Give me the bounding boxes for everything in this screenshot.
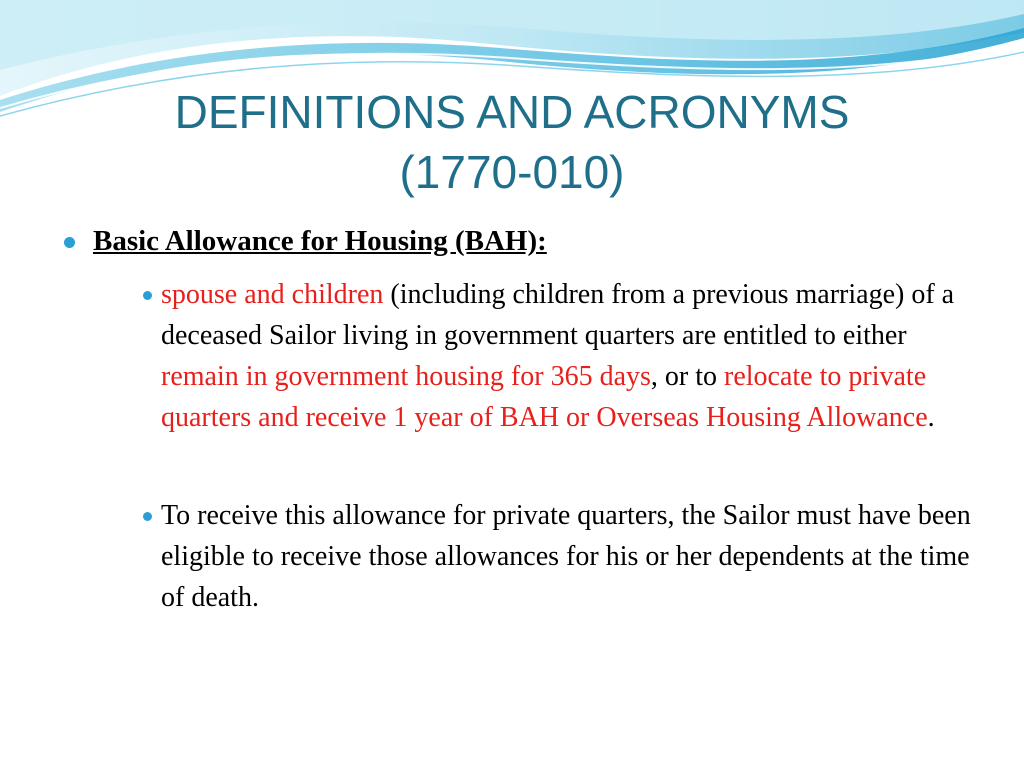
slide-title bbox=[0, 82, 1024, 202]
bullet1-text-a: (including children from a previous marriage) of a deceased Sailor living in government quarters are entitled to either bbox=[161, 279, 955, 351]
highlight-relocate: relocate to private quarters and receive 1 year of BAH or Overseas Housing Allowance bbox=[161, 361, 928, 433]
highlight-spouse-children: spouse and children bbox=[161, 279, 384, 310]
highlight-remain-housing: remain in government housing for 365 days bbox=[161, 361, 651, 392]
bullet-level2-spouse-children bbox=[134, 274, 991, 438]
bullet-icon bbox=[143, 512, 152, 521]
bullet1-text-c: . bbox=[927, 402, 935, 433]
bullet-level1-bah bbox=[64, 222, 964, 260]
bullet2-text: To receive this allowance for private quarters, the Sailor must have been eligible to receive those allowances for his or her dependents at the time of death. bbox=[161, 500, 971, 613]
bah-heading: Basic Allowance for Housing (BAH): bbox=[93, 225, 547, 257]
bullet1-text-b: , or to bbox=[650, 361, 725, 392]
slide-title-line-2: (1770-010) bbox=[399, 146, 625, 198]
bullet-level2-eligibility bbox=[134, 495, 991, 618]
slide-title-line-1: DEFINITIONS AND ACRONYMS bbox=[174, 86, 850, 138]
bullet-icon bbox=[143, 291, 152, 300]
slide-content bbox=[64, 222, 971, 618]
bullet-icon bbox=[64, 237, 75, 248]
